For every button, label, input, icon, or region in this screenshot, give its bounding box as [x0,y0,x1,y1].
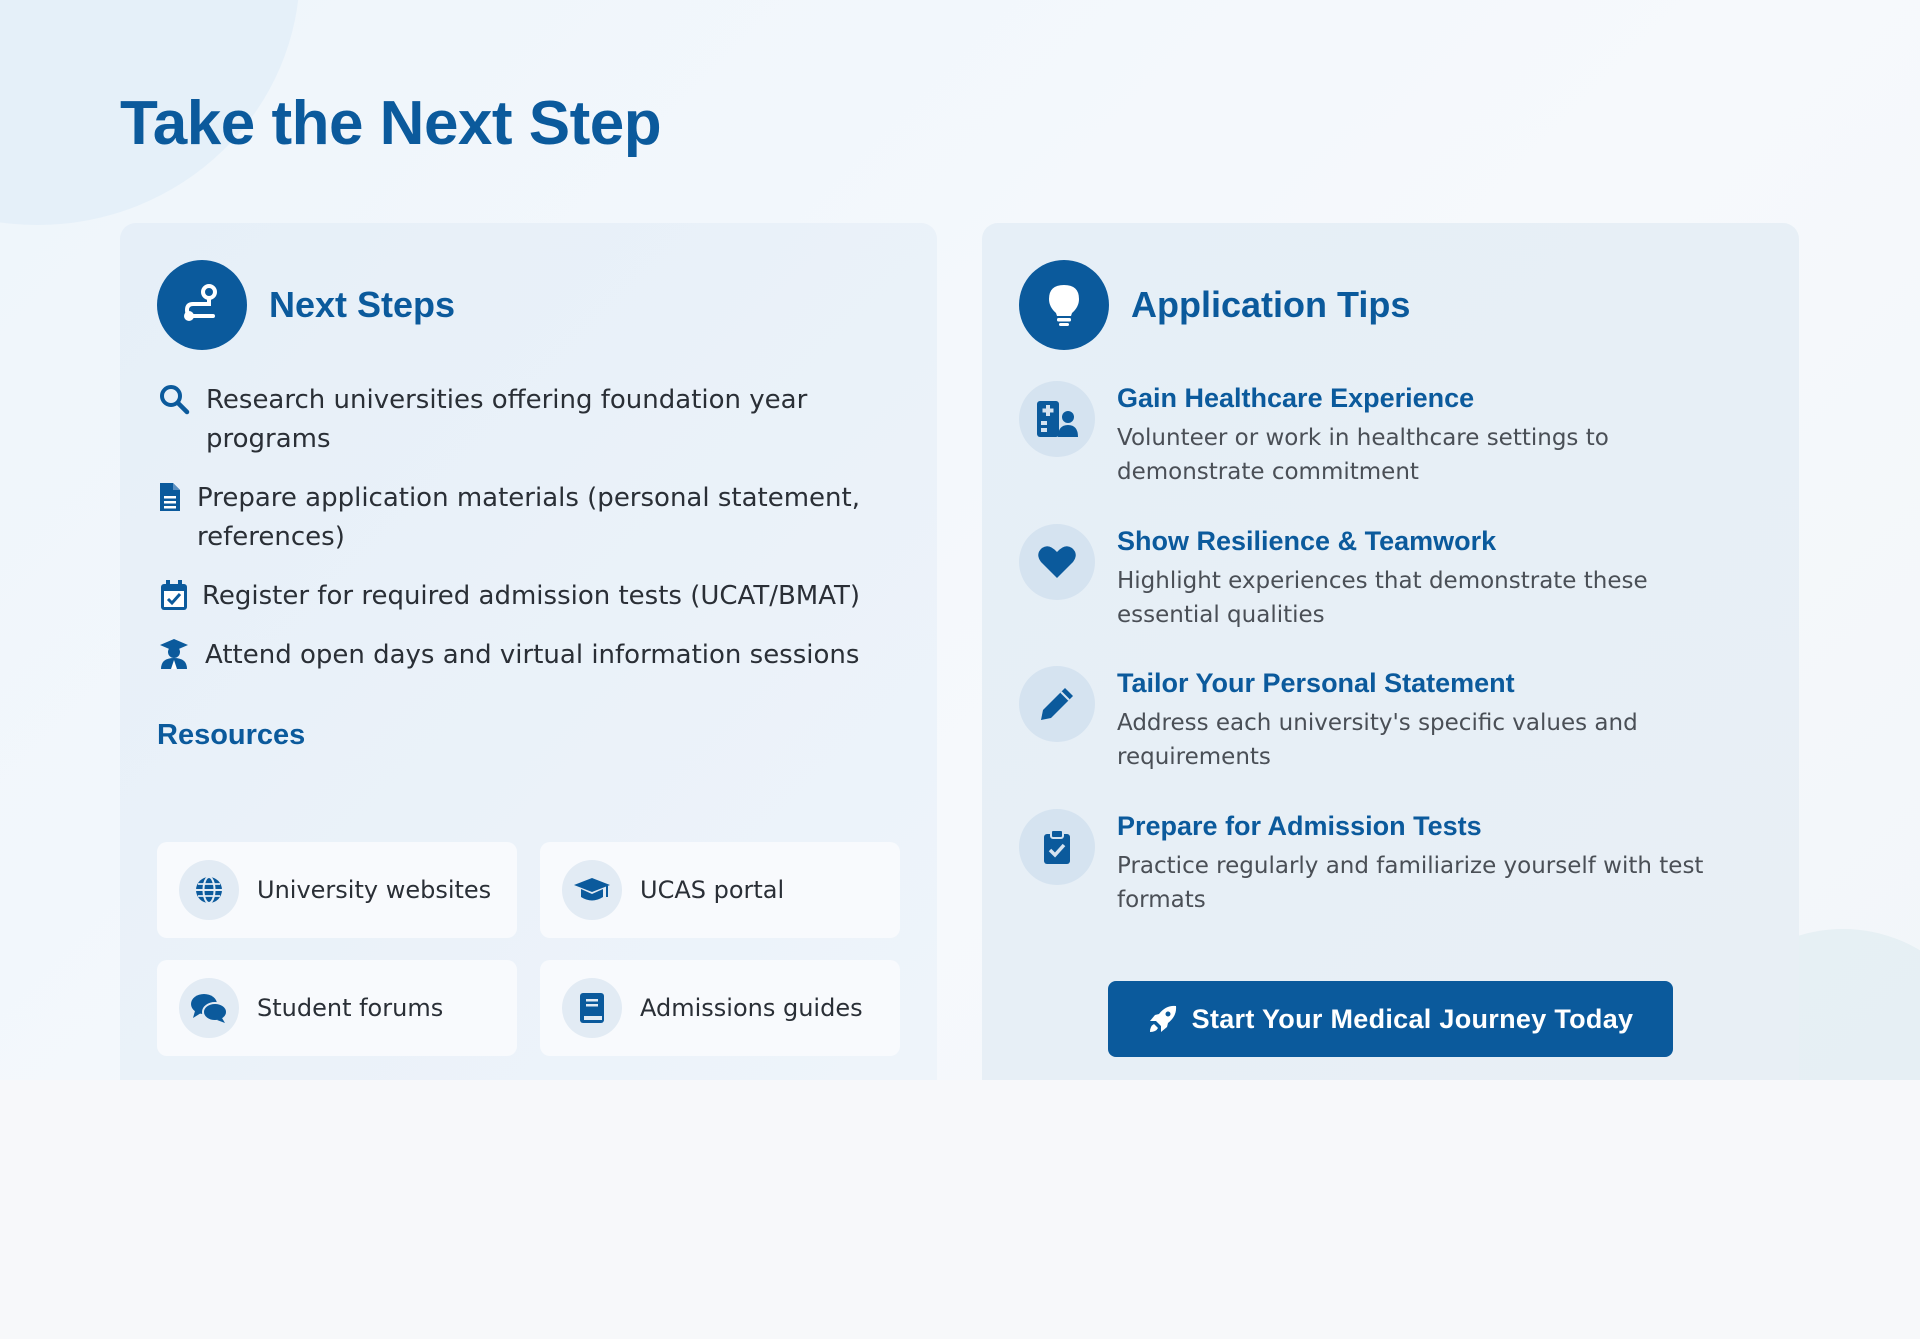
step-text: Prepare application materials (personal statement, references) [197,483,860,552]
application-tips-title: Application Tips [1131,284,1411,325]
hospital-user-icon [1019,381,1095,457]
file-icon [157,481,183,515]
graduate-icon [157,638,191,672]
list-item [1019,666,1757,774]
next-steps-card [120,223,937,1080]
tip-body [1117,666,1757,774]
clipboard-check-icon [1019,809,1095,885]
list-item [157,636,897,675]
tip-title: Prepare for Admission Tests [1117,811,1482,841]
tip-body [1117,381,1757,489]
start-journey-button[interactable] [1108,981,1673,1057]
application-tips-header [1019,260,1410,350]
next-steps-title: Next Steps [269,284,456,325]
route-icon [157,260,247,350]
heart-icon [1019,524,1095,600]
tip-title: Tailor Your Personal Statement [1117,668,1515,698]
resources-title: Resources [157,719,306,751]
list-item [1019,809,1757,917]
tip-body [1117,524,1757,632]
resource-label: University websites [257,876,492,904]
pencil-icon [1019,666,1095,742]
list-item [1019,524,1757,632]
resource-student-forums[interactable] [157,960,517,1056]
calendar-check-icon [157,579,191,613]
tip-description: Highlight experiences that demonstrate these essential qualities [1117,568,1648,628]
resource-label: Student forums [257,994,444,1022]
rocket-icon [1148,1004,1178,1034]
resource-university-websites[interactable] [157,842,517,938]
list-item [157,479,897,557]
lightbulb-icon [1019,260,1109,350]
resource-ucas-portal[interactable] [540,842,900,938]
tip-title: Gain Healthcare Experience [1117,383,1475,413]
tip-description: Volunteer or work in healthcare settings to demonstrate commitment [1117,425,1609,485]
list-item [1019,381,1757,489]
comments-icon [179,978,239,1038]
book-icon [562,978,622,1038]
resource-admissions-guides[interactable] [540,960,900,1056]
list-item [157,381,897,459]
list-item [157,577,897,616]
next-steps-header [157,260,455,350]
tip-title: Show Resilience & Teamwork [1117,526,1497,556]
resource-label: Admissions guides [640,994,863,1022]
step-text: Research universities offering foundation year programs [206,385,808,454]
tip-description: Practice regularly and familiarize yourself with test formats [1117,853,1704,913]
tip-description: Address each university's specific values and requirements [1117,710,1638,770]
graduation-cap-icon [562,860,622,920]
application-tips-card [982,223,1799,1080]
next-steps-list [157,381,897,695]
step-text: Register for required admission tests (UCAT/BMAT) [202,581,861,611]
search-icon [157,383,191,417]
tip-body [1117,809,1757,917]
start-journey-label: Start Your Medical Journey Today [1191,1003,1634,1034]
globe-icon [179,860,239,920]
resource-label: UCAS portal [640,876,785,904]
page-title: Take the Next Step [120,89,662,158]
step-text: Attend open days and virtual information sessions [205,640,860,670]
